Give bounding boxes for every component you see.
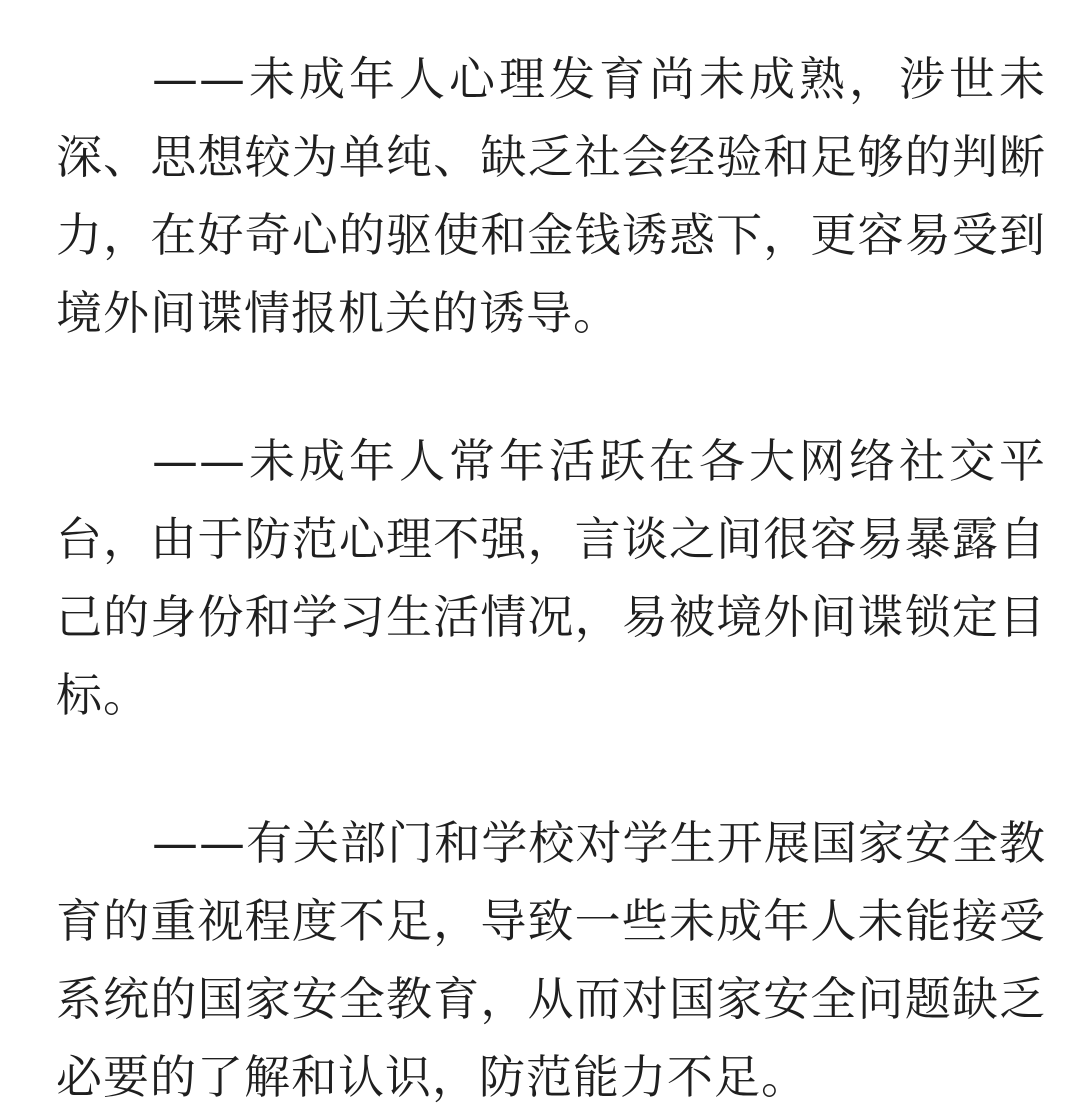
paragraph-1: ——未成年人心理发育尚未成熟，涉世未深、思想较为单纯、缺乏社会经验和足够的判断力，在好奇心的驱使和金钱诱惑下，更容易受到境外间谍情报机关的诱导。: [56, 52, 1046, 340]
paragraph-3: ——有关部门和学校对学生开展国家安全教育的重视程度不足，导致一些未成年人未能接受系统的国家安全教育，从而对国家安全问题缺乏必要的了解和认识，防范能力不足。: [56, 816, 1046, 1104]
paragraph-2: ——未成年人常年活跃在各大网络社交平台，由于防范心理不强，言谈之间很容易暴露自己的身份和学习生活情况，易被境外间谍锁定目标。: [56, 434, 1046, 722]
article-body: [56, 40, 1046, 1116]
